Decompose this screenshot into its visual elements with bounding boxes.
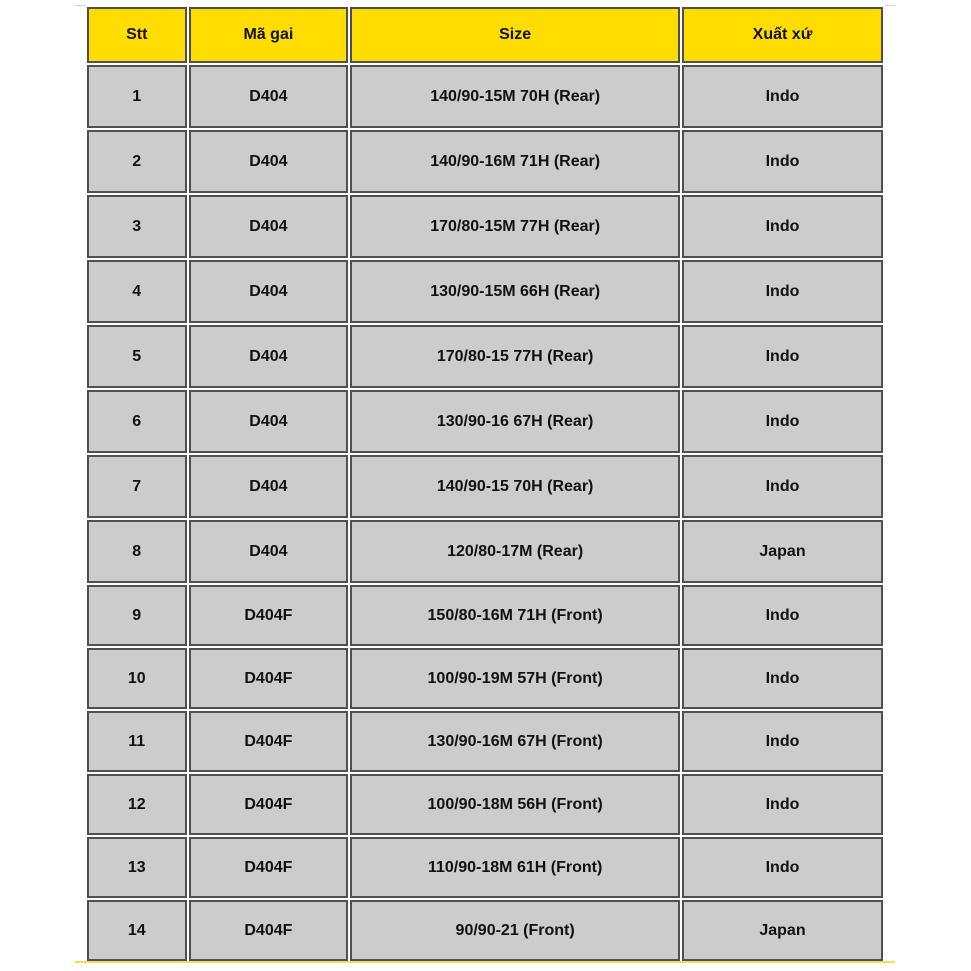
cell-size: 100/90-19M 57H (Front) xyxy=(350,648,680,709)
table-row xyxy=(87,520,883,583)
cell-size: 140/90-15M 70H (Rear) xyxy=(350,65,680,128)
table-row xyxy=(87,390,883,453)
cell-stt: 14 xyxy=(87,900,187,961)
cell-stt: 7 xyxy=(87,455,187,518)
table-row xyxy=(87,585,883,646)
cell-tread-code: D404 xyxy=(189,260,349,323)
header-stt: Stt xyxy=(87,7,187,63)
cell-size: 130/90-15M 66H (Rear) xyxy=(350,260,680,323)
cell-size: 110/90-18M 61H (Front) xyxy=(350,837,680,898)
table-row xyxy=(87,774,883,835)
cell-tread-code: D404F xyxy=(189,648,349,709)
header-origin: Xuất xứ xyxy=(682,7,883,63)
cell-size: 130/90-16 67H (Rear) xyxy=(350,390,680,453)
cell-stt: 1 xyxy=(87,65,187,128)
cell-stt: 9 xyxy=(87,585,187,646)
table-row xyxy=(87,648,883,709)
cell-size: 140/90-15 70H (Rear) xyxy=(350,455,680,518)
cell-tread-code: D404F xyxy=(189,585,349,646)
cell-size: 100/90-18M 56H (Front) xyxy=(350,774,680,835)
cell-origin: Japan xyxy=(682,520,883,583)
cell-stt: 4 xyxy=(87,260,187,323)
cell-stt: 8 xyxy=(87,520,187,583)
table-row xyxy=(87,130,883,193)
cell-size: 170/80-15M 77H (Rear) xyxy=(350,195,680,258)
cell-size: 130/90-16M 67H (Front) xyxy=(350,711,680,772)
cell-stt: 10 xyxy=(87,648,187,709)
cell-origin: Indo xyxy=(682,585,883,646)
cell-stt: 3 xyxy=(87,195,187,258)
cell-size: 120/80-17M (Rear) xyxy=(350,520,680,583)
cell-origin: Indo xyxy=(682,455,883,518)
table-row xyxy=(87,837,883,898)
cell-origin: Indo xyxy=(682,130,883,193)
cell-stt: 2 xyxy=(87,130,187,193)
cell-tread-code: D404F xyxy=(189,900,349,961)
cell-origin: Indo xyxy=(682,774,883,835)
cell-stt: 11 xyxy=(87,711,187,772)
table-row xyxy=(87,325,883,388)
cell-origin: Japan xyxy=(682,900,883,961)
header-size: Size xyxy=(350,7,680,63)
cell-tread-code: D404F xyxy=(189,774,349,835)
cell-origin: Indo xyxy=(682,837,883,898)
cell-tread-code: D404 xyxy=(189,520,349,583)
cell-origin: Indo xyxy=(682,648,883,709)
tire-spec-table xyxy=(85,5,885,963)
cell-size: 150/80-16M 71H (Front) xyxy=(350,585,680,646)
cell-origin: Indo xyxy=(682,195,883,258)
cell-size: 90/90-21 (Front) xyxy=(350,900,680,961)
table-row xyxy=(87,711,883,772)
table-row xyxy=(87,455,883,518)
table-header-row xyxy=(87,7,883,63)
table-row xyxy=(87,260,883,323)
cell-origin: Indo xyxy=(682,711,883,772)
cell-tread-code: D404 xyxy=(189,65,349,128)
cell-origin: Indo xyxy=(682,65,883,128)
cell-origin: Indo xyxy=(682,390,883,453)
cell-stt: 6 xyxy=(87,390,187,453)
table-row xyxy=(87,195,883,258)
cell-tread-code: D404 xyxy=(189,130,349,193)
tire-spec-table-container xyxy=(85,5,885,963)
cell-stt: 13 xyxy=(87,837,187,898)
cell-tread-code: D404 xyxy=(189,195,349,258)
table-row xyxy=(87,900,883,961)
cell-origin: Indo xyxy=(682,325,883,388)
header-tread-code: Mã gai xyxy=(189,7,349,63)
cell-stt: 12 xyxy=(87,774,187,835)
cell-origin: Indo xyxy=(682,260,883,323)
cell-tread-code: D404F xyxy=(189,711,349,772)
table-row xyxy=(87,65,883,128)
cell-tread-code: D404 xyxy=(189,455,349,518)
cell-size: 170/80-15 77H (Rear) xyxy=(350,325,680,388)
cell-size: 140/90-16M 71H (Rear) xyxy=(350,130,680,193)
cell-tread-code: D404 xyxy=(189,390,349,453)
bottom-divider xyxy=(75,961,895,963)
cell-tread-code: D404F xyxy=(189,837,349,898)
cell-tread-code: D404 xyxy=(189,325,349,388)
cell-stt: 5 xyxy=(87,325,187,388)
